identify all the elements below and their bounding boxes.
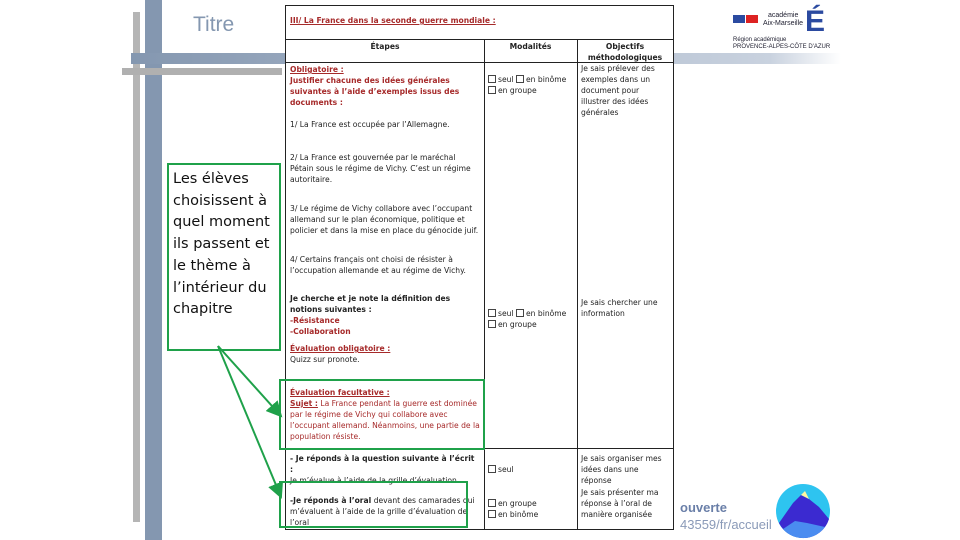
- checkbox-seul[interactable]: [488, 309, 496, 317]
- eval-facultative-label: Évaluation facultative :: [290, 388, 390, 397]
- highlight-oral: [279, 481, 468, 528]
- arrow-to-oral: [218, 346, 281, 497]
- notion-resistance: -Résistance: [290, 316, 340, 325]
- checkbox-groupe[interactable]: [488, 86, 496, 94]
- document-table: III/ La France dans la seconde guerre mondiale : Étapes Modalités Objectifs méthodologiques Obligatoire : Justifier chacune des idées générales suivantes à l’aide d’exemples issus des documents : 1/ La France est occupée par l’Allemagne. 2/ La France est gouvernée par le maréchal Pétain sous le régime de Vichy. C’est un régime autoritaire. 3/ Le régime de Vichy collabore avec l’occupant allemand sur le plan économique, politique et policier et dans la mise en place du génocide juif. 4/ Certains français ont choisi de résister à l’occupation allemande et au régime de Vichy. Je cherche et je note la définition des notions suivantes : -Résistance -Collaboration Évaluation obligatoire : Quizz sur pronote. seul en binôme en groupe Je sais prélever des exemples dans un document pour illustrer des idées générales seul en binôme en groupe Je sais chercher une information Évaluation facultative : Sujet : La France pendant la guerre est dominée par le régime de Vichy qui collabore avec l’occupant allemand. Néanmoins, une partie de la population résiste. - Je réponds à la question suivante à l’écrit : Je m’évalue à l’aide de la grille d’évaluation -Je réponds à l’oral devant des camarades qui m’évaluent à l’aide de la grille d’évaluation de l’oral seul en groupe en binôme Je sais organiser mes idées dans une réponse Je sais présenter ma réponse à l’oral de manière organisée: [285, 5, 674, 530]
- idea-1: 1/ La France est occupée par l’Allemagne.: [290, 120, 450, 129]
- idea-4: 4/ Certains français ont choisi de résister à l’occupation allemande et au régime de Vichy.: [290, 255, 466, 275]
- obligatoire-instruction: Justifier chacune des idées générales suivantes à l’aide d’exemples issus des documents :: [290, 76, 460, 107]
- eval-obligatoire-text: Quizz sur pronote.: [290, 355, 360, 364]
- oral-text: devant des camarades qui m’évaluent à l’aide de la grille d’évaluation de l’oral: [290, 496, 475, 527]
- col-header-objectifs: Objectifs méthodologiques: [587, 42, 663, 62]
- notion-collaboration: -Collaboration: [290, 327, 351, 336]
- checkbox-seul[interactable]: [488, 75, 496, 83]
- callout-box: Les élèves choisissent à quel moment ils passent et le thème à l’intérieur du chapitre: [167, 163, 281, 351]
- oral-instruction: -Je réponds à l’oral: [290, 496, 372, 505]
- objectif-5: Je sais présenter ma réponse à l’oral de manière organisée: [581, 488, 659, 519]
- checkbox-binome[interactable]: [488, 510, 496, 518]
- obligatoire-label: Obligatoire :: [290, 65, 344, 74]
- checkbox-binome[interactable]: [516, 75, 524, 83]
- idea-3: 3/ Le régime de Vichy collabore avec l’occupant allemand sur le plan économique, politique et policier et dans la mise en place du génocide juif.: [290, 204, 479, 235]
- modalites-2: seul en binôme en groupe: [484, 307, 577, 331]
- objectif-1: Je sais prélever des exemples dans un document pour illustrer des idées générales: [581, 64, 655, 117]
- slide-title: Titre: [193, 13, 235, 36]
- idea-2: 2/ La France est gouvernée par le maréchal Pétain sous le régime de Vichy. C’est un régime autoritaire.: [290, 153, 471, 184]
- ecrit-text: Je m’évalue à l’aide de la grille d’évaluation: [290, 476, 457, 485]
- checkbox-groupe[interactable]: [488, 320, 496, 328]
- footer-link[interactable]: 43559/fr/accueil: [680, 517, 772, 532]
- checkbox-groupe[interactable]: [488, 499, 496, 507]
- ecrit-instruction: - Je réponds à la question suivante à l’écrit :: [290, 454, 475, 474]
- arrow-to-eval-facultative: [218, 346, 281, 416]
- notions-instruction: Je cherche et je note la définition des notions suivantes :: [290, 294, 451, 314]
- objectif-2: Je sais chercher une information: [581, 298, 658, 318]
- mountain-logo-icon: [775, 483, 831, 539]
- checkbox-seul[interactable]: [488, 465, 496, 473]
- modalites-1: seul en binôme en groupe: [484, 73, 577, 97]
- sujet-text: La France pendant la guerre est dominée par le régime de Vichy qui collabore avec l’occupant allemand. Néanmoins, une partie de la population résiste.: [290, 399, 480, 441]
- option-seul: seul: [498, 465, 514, 474]
- footer-text-1: ouverte: [680, 500, 727, 515]
- checkbox-binome[interactable]: [516, 309, 524, 317]
- col-header-etapes: Étapes: [370, 42, 400, 51]
- highlight-eval-facultative: [279, 379, 485, 450]
- doc-heading: III/ La France dans la seconde guerre mondiale :: [290, 16, 496, 25]
- eval-obligatoire-label: Évaluation obligatoire :: [290, 344, 391, 353]
- academie-logo: académie Aix-Marseille É Région académique PROVENCE-ALPES-CÔTE D'AZUR: [733, 5, 831, 50]
- objectif-4: Je sais organiser mes idées dans une réponse: [581, 454, 662, 485]
- sujet-label: Sujet :: [290, 399, 318, 408]
- col-header-modalites: Modalités: [509, 42, 552, 51]
